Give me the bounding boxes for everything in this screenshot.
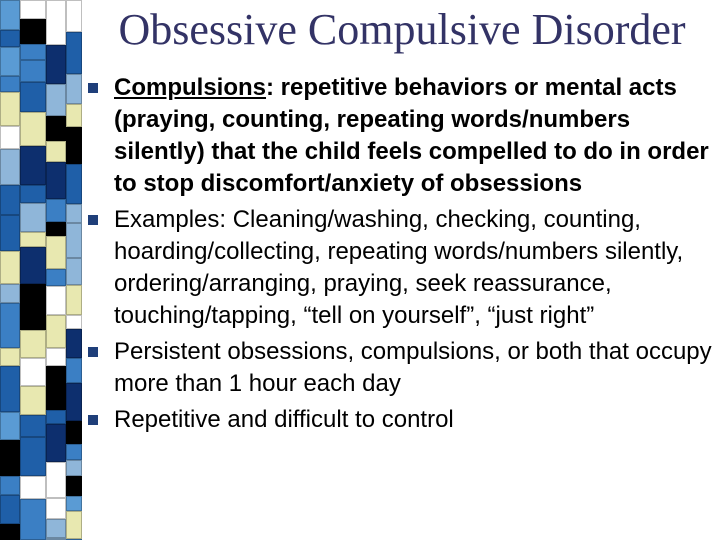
stripe-tile: [66, 104, 82, 127]
stripe-tile: [66, 0, 82, 32]
bullet-text: : repetitive behaviors or mental acts (praying, counting, repeating words/numbers silently) that the child feels compelled to do in order to stop discomfort/anxiety of obsessions: [114, 74, 709, 197]
stripe-tile: [46, 84, 66, 116]
stripe-tile: [20, 60, 46, 82]
stripe-tile: [20, 185, 46, 203]
stripe-tile: [46, 269, 66, 286]
stripe-tile: [20, 415, 46, 437]
stripe-tile: [0, 366, 20, 412]
stripe-tile: [0, 251, 20, 284]
stripe-tile: [0, 185, 20, 215]
stripe-tile: [0, 47, 20, 76]
stripe-tile: [66, 444, 82, 460]
stripe-tile: [0, 476, 20, 495]
stripe-tile: [66, 74, 82, 104]
stripe-tile: [66, 127, 82, 143]
bullet-term: Compulsions: [114, 74, 267, 101]
stripe-tile: [46, 348, 66, 366]
stripe-tile: [20, 499, 46, 540]
stripe-tile: [0, 524, 20, 540]
stripe-tile: [20, 358, 46, 386]
stripe-tile: [66, 285, 82, 315]
bullet-item-compulsions: [84, 72, 714, 200]
stripe-tile: [46, 366, 66, 410]
square-bullet-icon: [88, 415, 98, 425]
stripe-tile: [46, 315, 66, 348]
stripe-tile: [66, 204, 82, 223]
stripe-tile: [46, 199, 66, 222]
stripe-tile: [0, 412, 20, 440]
stripe-tile: [66, 358, 82, 383]
stripe-tile: [46, 286, 66, 315]
stripe-tile: [66, 315, 82, 329]
bullet-item-repetitive: [84, 404, 714, 436]
stripe-tile: [66, 32, 82, 74]
stripe-tile: [20, 0, 46, 19]
stripe-tile: [66, 329, 82, 358]
stripe-tile: [46, 141, 66, 162]
stripe-tile: [0, 495, 20, 524]
bullet-text: Persistent obsessions, compulsions, or both that occupy more than 1 hour each day: [114, 338, 712, 397]
stripe-tile: [0, 348, 20, 366]
bullet-item-persistent: [84, 336, 714, 400]
stripe-tile: [66, 164, 82, 204]
stripe-tile: [0, 149, 20, 185]
stripe-tile: [0, 303, 20, 348]
bullet-text: Repetitive and difficult to control: [114, 406, 454, 433]
stripe-tile: [46, 462, 66, 498]
stripe-tile: [20, 19, 46, 44]
decorative-stripe-pattern: [0, 0, 82, 540]
stripe-tile: [46, 162, 66, 199]
bullet-text: Examples: Cleaning/washing, checking, counting, hoarding/collecting, repeating words/numbers silently, ordering/arranging, praying, seek reassurance, touching/tapping, “tell on yourself”, “just right”: [114, 206, 684, 329]
stripe-tile: [0, 126, 20, 149]
stripe-tile: [20, 203, 46, 232]
stripe-tile: [0, 215, 20, 251]
slide-title: Obsessive Compulsive Disorder: [118, 5, 686, 54]
stripe-tile: [46, 519, 66, 538]
stripe-tile: [66, 496, 82, 511]
bullet-item-examples: [84, 204, 714, 332]
stripe-tile: [20, 146, 46, 185]
stripe-tile: [66, 511, 82, 539]
stripe-tile: [66, 223, 82, 258]
stripe-tile: [46, 424, 66, 462]
stripe-tile: [20, 247, 46, 284]
stripe-tile: [20, 112, 46, 146]
stripe-tile: [0, 0, 20, 30]
stripe-tile: [66, 460, 82, 476]
stripe-tile: [66, 383, 82, 421]
stripe-tile: [20, 330, 46, 358]
stripe-tile: [0, 76, 20, 92]
stripe-tile: [66, 143, 82, 164]
stripe-tile: [0, 92, 20, 126]
stripe-tile: [20, 386, 46, 415]
stripe-tile: [46, 45, 66, 84]
stripe-tile: [46, 116, 66, 141]
stripe-tile: [0, 30, 20, 47]
square-bullet-icon: [88, 83, 98, 93]
bullet-list: [84, 72, 714, 440]
square-bullet-icon: [88, 347, 98, 357]
stripe-tile: [0, 440, 20, 476]
stripe-tile: [46, 222, 66, 236]
stripe-tile: [46, 410, 66, 424]
stripe-tile: [46, 0, 66, 45]
stripe-tile: [20, 44, 46, 60]
stripe-tile: [46, 236, 66, 269]
stripe-tile: [20, 476, 46, 499]
stripe-tile: [20, 82, 46, 112]
square-bullet-icon: [88, 215, 98, 225]
stripe-tile: [20, 284, 46, 330]
stripe-tile: [20, 232, 46, 247]
stripe-tile: [66, 476, 82, 496]
stripe-tile: [66, 421, 82, 444]
stripe-tile: [20, 437, 46, 476]
stripe-tile: [66, 258, 82, 285]
stripe-tile: [0, 284, 20, 303]
stripe-tile: [46, 498, 66, 519]
